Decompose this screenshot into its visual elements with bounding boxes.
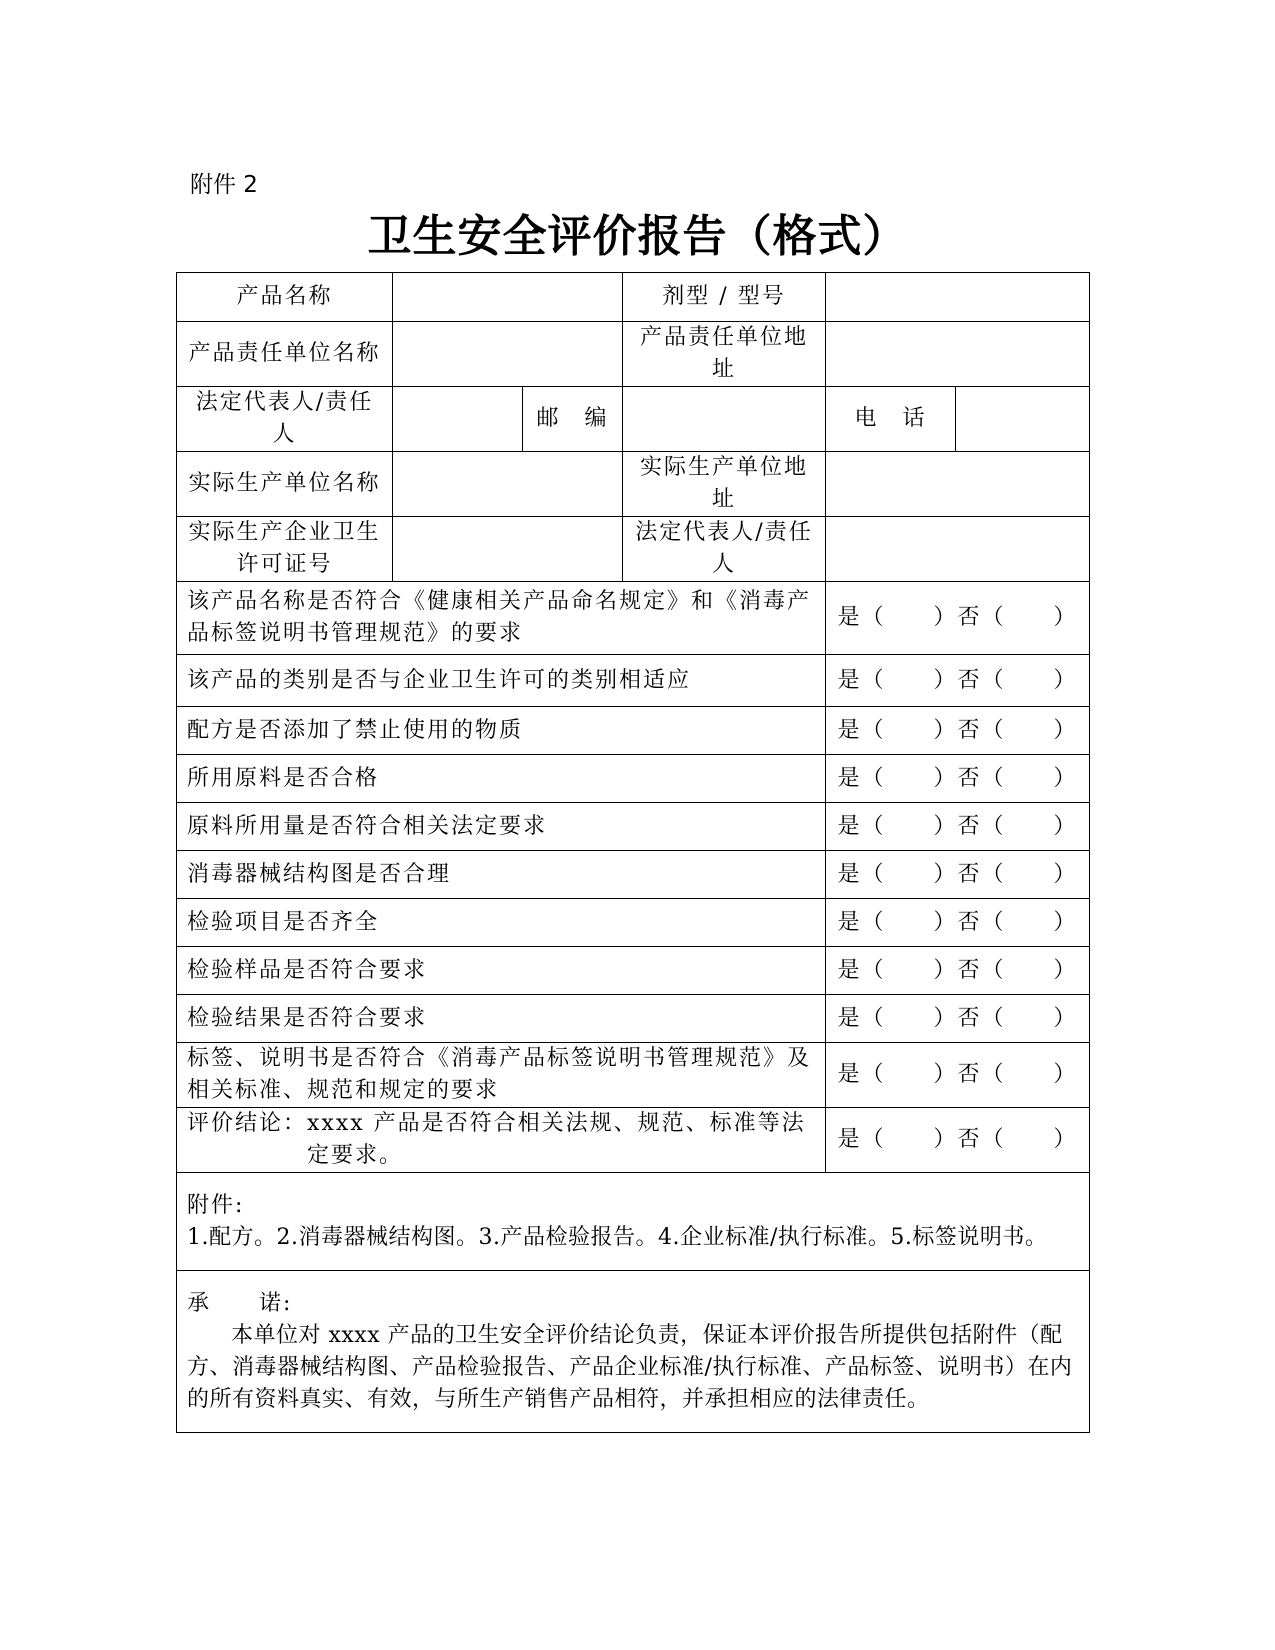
yes-no-choice[interactable]: 是（ ）否（ ） xyxy=(826,899,1090,947)
dosage-model-value[interactable] xyxy=(826,273,1090,322)
responsible-unit-name-label: 产品责任单位名称 xyxy=(177,322,393,387)
yes-no-choice[interactable]: 是（ ）否（ ） xyxy=(826,582,1090,655)
commitment-row xyxy=(177,1271,1090,1433)
commitment-cell xyxy=(177,1271,1090,1433)
question-text: 该产品的类别是否与企业卫生许可的类别相适应 xyxy=(177,655,826,707)
yes-no-choice[interactable]: 是（ ）否（ ） xyxy=(826,1043,1090,1108)
question-row xyxy=(177,899,1090,947)
yes-no-choice[interactable]: 是（ ）否（ ） xyxy=(826,707,1090,755)
row-legal-rep xyxy=(177,387,1090,452)
attachments-heading: 附件: xyxy=(187,1192,245,1218)
question-text: 标签、说明书是否符合《消毒产品标签说明书管理规范》及相关标准、规范和规定的要求 xyxy=(177,1043,826,1108)
conclusion-row xyxy=(177,1108,1090,1173)
question-row xyxy=(177,803,1090,851)
conclusion-line-2: 定要求。 xyxy=(307,1143,404,1168)
question-row xyxy=(177,707,1090,755)
phone-value[interactable] xyxy=(956,387,1090,452)
yes-no-choice[interactable]: 是（ ）否（ ） xyxy=(826,1108,1090,1173)
row-actual-license xyxy=(177,517,1090,582)
question-text: 所用原料是否合格 xyxy=(177,755,826,803)
question-text: 配方是否添加了禁止使用的物质 xyxy=(177,707,826,755)
attachments-row xyxy=(177,1173,1090,1271)
question-text: 原料所用量是否符合相关法定要求 xyxy=(177,803,826,851)
commitment-text: 本单位对 xxxx 产品的卫生安全评价结论负责，保证本评价报告所提供包括附件（配方、消毒器械结构图、产品检验报告、产品企业标准/执行标准、产品标签、说明书）在内的所有资料真实、有效，与所生产销售产品相符，并承担相应的法律责任。 xyxy=(187,1322,1073,1412)
actual-unit-name-label: 实际生产单位名称 xyxy=(177,452,393,517)
question-row xyxy=(177,1043,1090,1108)
responsible-unit-address-label: 产品责任单位地址 xyxy=(623,322,826,387)
question-text: 检验结果是否符合要求 xyxy=(177,995,826,1043)
row-product-name xyxy=(177,273,1090,322)
conclusion-line-1: 评价结论：xxxx 产品是否符合相关法规、规范、标准等法 xyxy=(187,1111,806,1136)
actual-legal-rep-value[interactable] xyxy=(826,517,1090,582)
legal-rep-label: 法定代表人/责任人 xyxy=(177,387,393,452)
yes-no-choice[interactable]: 是（ ）否（ ） xyxy=(826,995,1090,1043)
yes-no-choice[interactable]: 是（ ）否（ ） xyxy=(826,755,1090,803)
actual-license-value[interactable] xyxy=(393,517,623,582)
responsible-unit-name-value[interactable] xyxy=(393,322,623,387)
question-text: 消毒器械结构图是否合理 xyxy=(177,851,826,899)
attachments-cell xyxy=(177,1173,1090,1271)
question-row xyxy=(177,947,1090,995)
question-text: 检验样品是否符合要求 xyxy=(177,947,826,995)
responsible-unit-address-value[interactable] xyxy=(826,322,1090,387)
phone-label: 电 话 xyxy=(826,387,956,452)
question-text: 检验项目是否齐全 xyxy=(177,899,826,947)
question-text: 该产品名称是否符合《健康相关产品命名规定》和《消毒产品标签说明书管理规范》的要求 xyxy=(177,582,826,655)
product-name-value[interactable] xyxy=(393,273,623,322)
legal-rep-value[interactable] xyxy=(393,387,523,452)
question-row xyxy=(177,995,1090,1043)
yes-no-choice[interactable]: 是（ ）否（ ） xyxy=(826,655,1090,707)
commitment-heading: 承 诺: xyxy=(187,1290,293,1316)
evaluation-form-table xyxy=(176,272,1090,1433)
postcode-value[interactable] xyxy=(623,387,826,452)
row-actual-unit xyxy=(177,452,1090,517)
yes-no-choice[interactable]: 是（ ）否（ ） xyxy=(826,947,1090,995)
row-responsible-unit xyxy=(177,322,1090,387)
question-row xyxy=(177,755,1090,803)
attachment-label: 附件 2 xyxy=(190,172,258,198)
conclusion-cell xyxy=(177,1108,826,1173)
actual-legal-rep-label: 法定代表人/责任人 xyxy=(623,517,826,582)
actual-license-label: 实际生产企业卫生许可证号 xyxy=(177,517,393,582)
product-name-label: 产品名称 xyxy=(177,273,393,322)
actual-unit-name-value[interactable] xyxy=(393,452,623,517)
yes-no-choice[interactable]: 是（ ）否（ ） xyxy=(826,803,1090,851)
attachments-text: 1.配方。2.消毒器械结构图。3.产品检验报告。4.企业标准/执行标准。5.标签说明书。 xyxy=(187,1224,1048,1250)
question-row xyxy=(177,851,1090,899)
actual-unit-address-value[interactable] xyxy=(826,452,1090,517)
dosage-model-label: 剂型 / 型号 xyxy=(623,273,826,322)
question-row xyxy=(177,582,1090,655)
postcode-label: 邮 编 xyxy=(523,387,623,452)
yes-no-choice[interactable]: 是（ ）否（ ） xyxy=(826,851,1090,899)
actual-unit-address-label: 实际生产单位地址 xyxy=(623,452,826,517)
question-row xyxy=(177,655,1090,707)
document-title: 卫生安全评价报告（格式） xyxy=(367,211,908,262)
